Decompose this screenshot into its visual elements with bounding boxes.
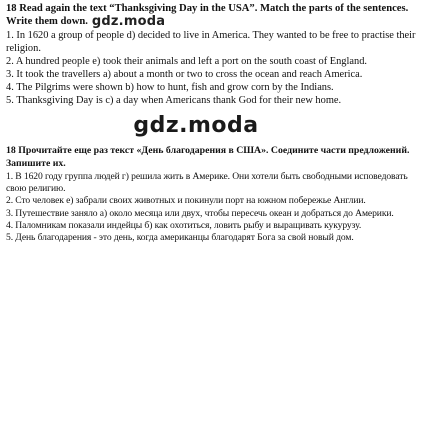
russian-item-3: 3. Путешествие заняло а) около месяца или двух, чтобы пересечь океан и добраться до Америки. <box>6 207 394 219</box>
english-item-4: 4. The Pilgrims were shown b) how to hunt, fish and grow corn by the Indians. <box>6 82 334 93</box>
watermark-inline: gdz.moda <box>91 14 166 29</box>
english-item-2: 2. A hundred people e) took their animals and left a port on the south coast of England. <box>6 56 367 67</box>
english-item-5: 5. Thanksgiving Day is c) a day when Americans thank God for their new home. <box>6 95 342 106</box>
document <box>6 2 426 244</box>
english-heading-text: 18 Read again the text “Thanksgiving Day in the USA”. Match the parts of the sentences. Write them down. <box>6 3 409 27</box>
russian-section <box>6 145 426 244</box>
russian-heading: 18 Прочитайте еще раз текст «День благодарения в США». Соедините части предложений. Запишите их. <box>6 145 410 169</box>
russian-item-2: 2. Сто человек е) забрали своих животных и покинули порт на южном побережье Англии. <box>6 195 366 207</box>
russian-item-1: 1. В 1620 году группа людей г) решила жить в Америке. Они хотели быть свободными исповедовать свою религию. <box>6 171 408 195</box>
english-heading <box>6 2 426 28</box>
english-item-3: 3. It took the travellers a) about a month or two to cross the ocean and reach America. <box>6 69 363 80</box>
russian-item-4: 4. Паломникам показали индейцы б) как охотиться, ловить рыбу и выращивать кукурузу. <box>6 219 362 231</box>
english-item-1: 1. In 1620 a group of people d) decided to live in America. They wanted to be free to practise their religion. <box>6 30 416 54</box>
english-section <box>6 2 426 107</box>
watermark-center: gdz.moda <box>133 113 259 138</box>
russian-item-5: 5. День благодарения - это день, когда американцы благодарят Бога за свой новый дом. <box>6 232 354 244</box>
